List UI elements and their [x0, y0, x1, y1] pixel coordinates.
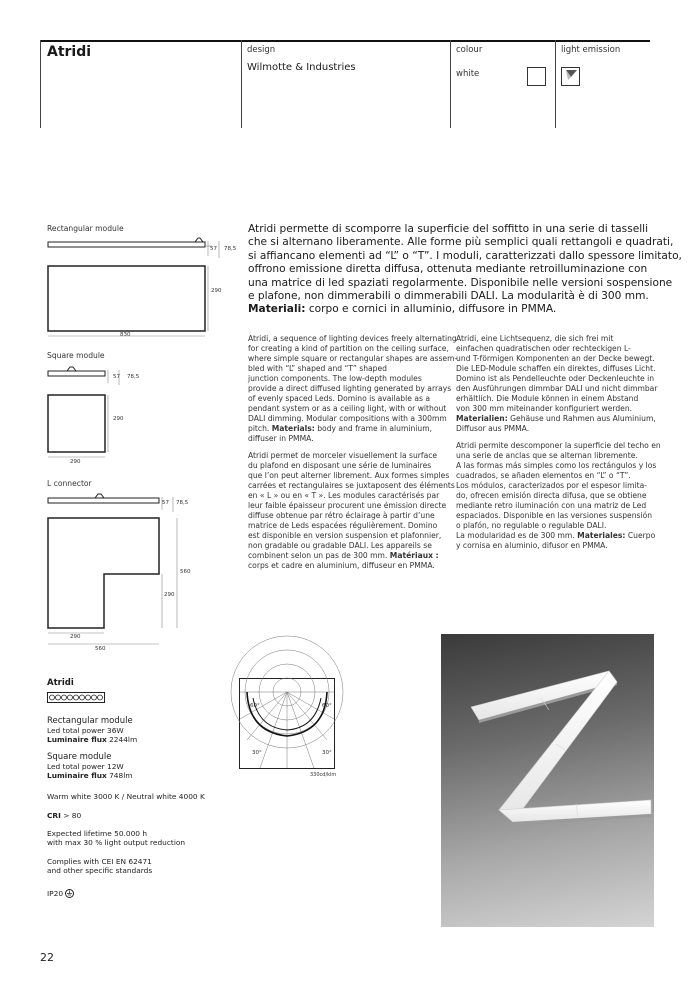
rect-dim-290: 290 — [211, 288, 222, 294]
polar-light-diagram — [239, 678, 335, 774]
french-description: Atridi permet de morceler visuellement la surface du plafond en disposant une série de luminaires que l’on peut alterner librement. Aux formes simples carrées et rectangulaires se juxtaposent des éléments en « L » ou en « T ». Les modules caractérisés par leur faible épaisseur procurent une émission directe diffuse obtenue par rétro éclairage à partir d’une matrice de Leds espacées régulièrement. Domino est disponible en version suspension et plafonnier, non gradable ou gradable DALI. Les appareils se combinent selon un pas de 300 mm. Matériaux : corps et cadre en aluminium, diffuseur en PMMA. — [248, 451, 455, 570]
ground-icon — [65, 889, 74, 898]
light-emission-label: light emission — [561, 45, 621, 55]
square-module-drawing — [45, 365, 165, 465]
square-dim-57: 57 — [113, 374, 120, 380]
german-description: Atridi, eine Lichtsequenz, die sich frei mit einfachen quadratischen oder rechteckigen L- und T-förmigen Komponenten an der Decke bewegt. Die LED-Module schaffen ein direktes, diffuses Licht. Domino ist als Pendelleuchte oder Deckenleuchte in den Ausführungen dimmbar DALI und nicht dimmbar erhältlich. Die Module können in einem Abstand von 300 mm miteinander konfiguriert werden. Materialien: Gehäuse und Rahmen aus Aluminium, Diffusor aus PMMA. — [456, 334, 658, 433]
l-dim-560: 560 — [180, 569, 191, 575]
light-emission-icon — [561, 67, 580, 86]
square-dim-785: 78,5 — [127, 374, 140, 380]
compliance: Complies with CEI EN 62471 and other specific standards — [47, 857, 153, 876]
rect-dim-57: 57 — [210, 246, 217, 252]
led-array-icon — [47, 692, 107, 704]
spanish-description: Atridi permite descomponer la superficie del techo en una serie de anclas que se alternan libremente. A las formas más simples como los rectángulos y los cuadrados, se añaden elementos en “L” o “T”. Los módulos, caracterizados por el espesor limita- do, ofrecen emisión directa difusa, que se obtiene mediante retro iluminación con una matriz de Led espaciados. Disponible en las versiones suspensión o plafón, no regulable o regulable DALI. La modularidad es de 300 mm. Materiales: Cuerpo y cornisa en aluminio, difusor en PMMA. — [456, 441, 661, 550]
square-dim-290: 290 — [113, 416, 124, 422]
rect-dim-785: 78,5 — [224, 246, 237, 252]
rectangular-specs: Rectangular module Led total power 36W Luminaire flux 2244lm — [47, 716, 138, 745]
l-connector-drawing — [45, 492, 205, 662]
polar-label-r30: 30° — [322, 750, 332, 756]
colour-label: colour — [456, 45, 483, 55]
designer-name: Wilmotte & Industries — [247, 62, 356, 73]
square-specs: Square module Led total power 12W Luminaire flux 748lm — [47, 752, 133, 781]
product-title: Atridi — [47, 44, 92, 60]
polar-caption: 330cd/klm — [310, 772, 337, 778]
product-photo — [441, 634, 654, 927]
english-description: Atridi, a sequence of lighting devices freely alternating for creating a kind of partition on the ceiling surface, where simple square or rectangular shapes are assem- bled with “L” shaped and “T” shaped junction components. The low-depth modules provide a direct diffused lighting generated by arrays of evenly spaced Leds. Domino is available as a pendant system or as a ceiling light, with or without DALI dimming. Modular compositions with a 300mm pitch. Materials: body and frame in aluminium, diffuser in PMMA. — [248, 334, 458, 443]
rect-module-title: Rectangular module — [47, 224, 124, 233]
l-dim-560h: 560 — [95, 646, 106, 652]
l-dim-290v: 290 — [164, 592, 175, 598]
polar-label-l30: 30° — [252, 750, 262, 756]
polar-label-l60: 60° — [250, 703, 260, 709]
polar-label-r60: 60° — [322, 703, 332, 709]
l-dim-290h: 290 — [70, 634, 81, 640]
colour-value: white — [456, 69, 480, 79]
square-module-title: Square module — [47, 351, 105, 360]
color-temperature: Warm white 3000 K / Neutral white 4000 K — [47, 792, 205, 801]
cri-value: CRI > 80 — [47, 811, 82, 820]
rect-dim-830: 830 — [120, 332, 131, 338]
colour-swatch — [527, 67, 546, 86]
ip-rating: IP20 — [47, 889, 74, 898]
page-number: 22 — [40, 951, 54, 964]
design-label: design — [247, 45, 276, 55]
l-connector-title: L connector — [47, 479, 92, 488]
specs-title: Atridi — [47, 678, 74, 688]
l-dim-785: 78,5 — [176, 500, 189, 506]
lifetime: Expected lifetime 50.000 h with max 30 % light output reduction — [47, 829, 186, 848]
l-dim-57: 57 — [162, 500, 169, 506]
rect-module-drawing — [45, 236, 255, 346]
italian-description: Atridi permette di scomporre la superficie del soffitto in una serie di tasselli che si alternano liberamente. Alle forme più semplici quali rettangoli e quadrati, si affiancano elementi ad “L” o “T”. I moduli, caratterizzati dallo spessore limitato, offrono emissione diretta diffusa, ottenuta mediante retroilluminazione con una matrice di led spaziati regolarmente. Disponibile nelle versioni sospensione e plafone, non dimmerabili o dimmerabili DALI. La modularità è di 300 mm. Materiali: corpo e cornici in alluminio, diffusore in PMMA. — [248, 223, 682, 316]
square-dim-w: 290 — [70, 459, 81, 465]
